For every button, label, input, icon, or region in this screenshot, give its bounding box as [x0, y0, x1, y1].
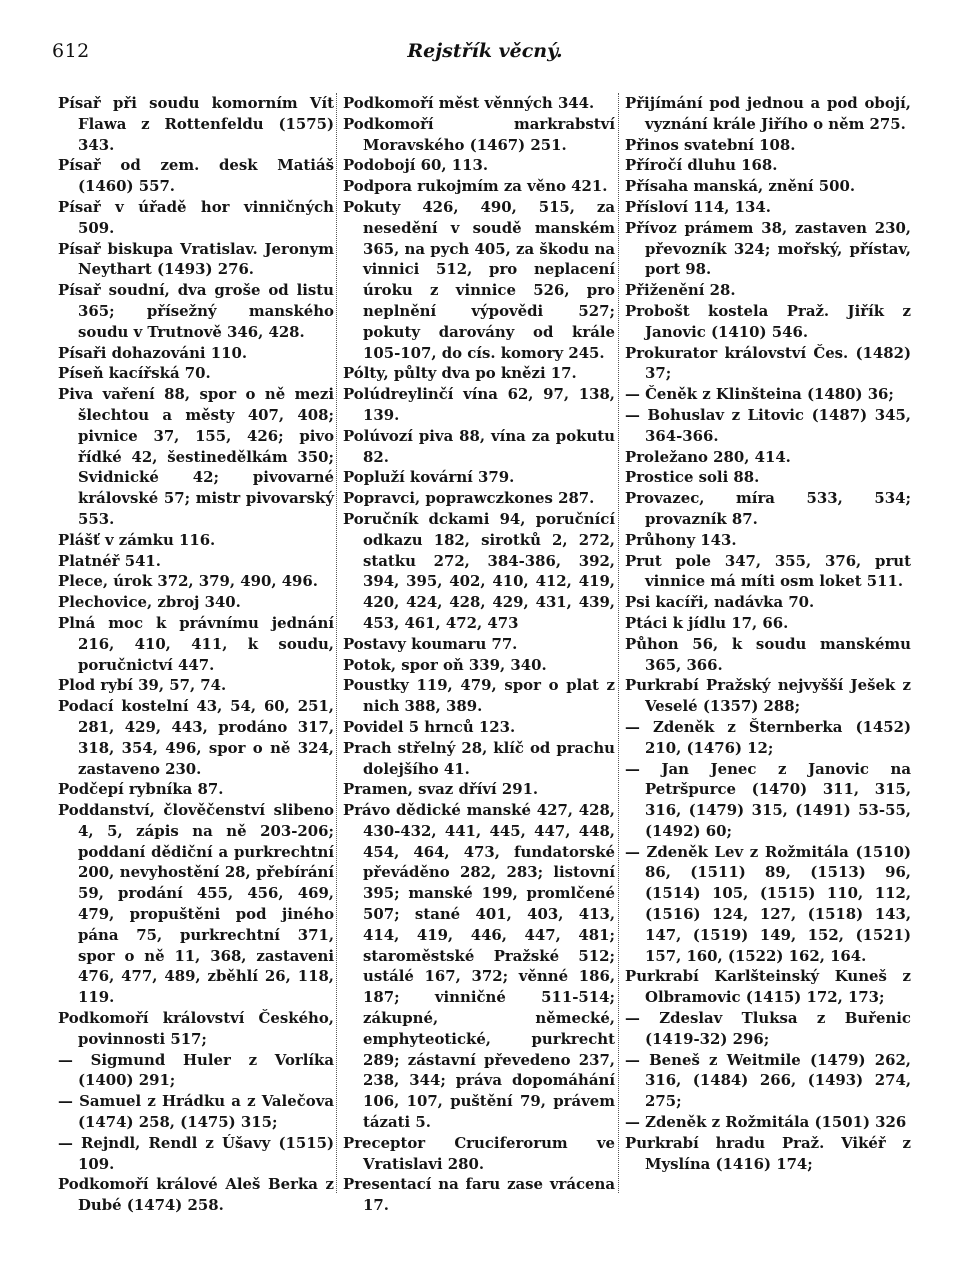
index-entry: Polúvozí piva 88, vína za pokutu 82.	[343, 426, 615, 466]
page-number: 612	[52, 40, 90, 62]
index-entry: Polúdreylinčí vína 62, 97, 138, 139.	[343, 385, 615, 424]
index-entry: Prach střelný 28, klíč od prachu dolejšího 41.	[343, 738, 615, 778]
index-entry: Plášť v zámku 116.	[58, 530, 216, 549]
index-entry: — Rejndl, Rendl z Úšavy (1515) 109.	[58, 1133, 334, 1173]
index-entry: — Zdeněk z Šternberka (1452) 210, (1476) 12;	[625, 717, 911, 757]
index-entry: Ptáci k jídlu 17, 66.	[625, 613, 789, 632]
index-entry: Povidel 5 hrnců 123.	[343, 717, 516, 736]
index-entry: Přiženění 28.	[625, 281, 736, 300]
column-divider	[618, 93, 619, 1193]
index-entry: Provazec, míra 533, 534; provazník 87.	[625, 489, 911, 528]
index-entry: — Sigmund Huler z Vorlíka (1400) 291;	[58, 1050, 334, 1090]
index-entry: Písař biskupa Vratislav. Jeronym Neythart (1493) 276.	[58, 239, 334, 279]
index-entry: Přijímání pod jednou a pod obojí, vyznání krále Jiřího o něm 275.	[625, 94, 911, 133]
index-entry: Poddanství, člověčenství slibeno 4, 5, zápis na ně 203-206; poddaní dědiční a purkrechtní 200, nevyhostění 28, přebírání 59, prodání 455, 456, 469, 479, propuštěni pod jiného pána 75, purkrechtní 371, spor o ně 11, 368, zastaveni 476, 477, 489, zběhlí 26, 118, 119.	[58, 801, 334, 1007]
index-entry: Plechovice, zbroj 340.	[58, 593, 241, 612]
index-entry: Podkomoří měst věnných 344.	[343, 94, 595, 112]
index-entry: Pokuty 426, 490, 515, za nesedění v soudě manském 365, na pych 405, za škodu na vinnici 512, pro neplacení úroku z vinnice 526, pro neplnění výpovědi 527; pokuty darovány od krále 105-107, do cís. komory 245.	[343, 197, 615, 362]
index-entry: — Beneš z Weitmile (1479) 262, 316, (1484) 266, (1493) 274, 275;	[625, 1050, 911, 1111]
index-entry: — Samuel z Hrádku a z Valečova (1474) 258, (1475) 315;	[58, 1092, 334, 1132]
index-entry: Přísloví 114, 134.	[625, 197, 771, 216]
index-entry: Prostice soli 88.	[625, 468, 760, 487]
index-entry: Podobojí 60, 113.	[343, 156, 489, 175]
index-entry: Piva vaření 88, spor o ně mezi šlechtou a městy 407, 408; pivnice 37, 155, 426; pivo řídké 42, šestinedělkám 350; Svidnické 42; pivovarné královské 57; mistr pivovarský 553.	[58, 385, 334, 528]
index-entry: — Čeněk z Klinšteina (1480) 36;	[625, 385, 894, 404]
index-entry: Prut pole 347, 355, 376, prut vinnice má míti osm loket 511.	[625, 551, 911, 591]
index-entry: Písař soudní, dva groše od listu 365; přísežný manského soudu v Trutnově 346, 428.	[58, 281, 334, 341]
index-entry: Přinos svatební 108.	[625, 135, 796, 154]
index-entry: Přívoz prámem 38, zastaven 230, převozník 324; mořský, přístav, port 98.	[625, 218, 911, 279]
index-entry: Podpora rukojmím za věno 421.	[343, 177, 608, 196]
index-column-1	[58, 93, 334, 1216]
index-entry: Plece, úrok 372, 379, 490, 496.	[58, 572, 318, 591]
index-entry: Preceptor Cruciferorum ve Vratislavi 280.	[343, 1133, 615, 1173]
index-entry: Probošt kostela Praž. Jiřík z Janovic (1410) 546.	[625, 301, 911, 341]
index-column-2	[343, 93, 615, 1216]
index-entry: Pramen, svaz dříví 291.	[343, 780, 539, 799]
index-entry: Poručník dckami 94, poručnící odkazu 182, sirotků 2, 272, statku 272, 384-386, 392, 394, 395, 402, 410, 412, 419, 420, 424, 428, 429, 431, 439, 453, 461, 472, 473	[343, 509, 615, 632]
column-divider	[336, 93, 337, 1193]
index-entry: Píseň kacířská 70.	[58, 364, 211, 383]
index-entry: Poustky 119, 479, spor o plat z nich 388, 389.	[343, 676, 615, 716]
running-title: Rejstřík věcný.	[407, 40, 563, 62]
index-entry: Prokurator království Čes. (1482) 37;	[625, 343, 911, 383]
index-columns	[52, 93, 918, 1243]
index-entry: Potok, spor oň 339, 340.	[343, 655, 547, 674]
index-entry: Přísaha manská, znění 500.	[625, 177, 856, 196]
index-entry: Příročí dluhu 168.	[625, 156, 778, 175]
index-entry: Pólty, půlty dva po knězi 17.	[343, 364, 577, 383]
index-entry: Popluží kovární 379.	[343, 468, 515, 487]
page-header	[52, 40, 918, 70]
index-entry: Presentací na faru zase vrácena 17.	[343, 1175, 615, 1215]
index-entry: Podkomoří králové Aleš Berka z Dubé (1474) 258.	[58, 1175, 334, 1215]
index-entry: Písař při soudu komorním Vít Flawa z Rottenfeldu (1575) 343.	[58, 94, 334, 154]
index-entry: Plná moc k právnímu jednání 216, 410, 411, k soudu, poručnictví 447.	[58, 613, 334, 674]
index-entry: Popravci, poprawczkones 287.	[343, 489, 595, 508]
index-entry: Plod rybí 39, 57, 74.	[58, 676, 227, 695]
index-entry: Psi kacíři, nadávka 70.	[625, 593, 815, 612]
index-entry: Podčepí rybníka 87.	[58, 780, 224, 799]
index-entry: — Bohuslav z Litovic (1487) 345, 364-366.	[625, 405, 911, 445]
index-entry: Purkrabí Pražský nejvyšší Ješek z Veselé (1357) 288;	[625, 676, 911, 716]
index-entry: Písař v úřadě hor vinničných 509.	[58, 197, 334, 237]
index-entry: — Zdeněk Lev z Rožmitála (1510) 86, (1511) 89, (1513) 96, (1514) 105, (1515) 110, 112, (1516) 124, 127, (1518) 143, 147, (1519) 149, 152, (1521) 157, 160, (1522) 162, 164.	[625, 842, 911, 965]
index-column-3	[625, 93, 911, 1174]
index-entry: Průhony 143.	[625, 530, 737, 549]
index-entry: — Zdeněk z Rožmitála (1501) 326	[625, 1113, 907, 1132]
index-entry: Postavy koumaru 77.	[343, 634, 518, 653]
index-entry: Purkrabí hradu Praž. Vikéř z Myslína (1416) 174;	[625, 1133, 911, 1173]
index-entry: Platnéř 541.	[58, 551, 161, 570]
index-entry: Purkrabí Karlšteinský Kuneš z Olbramovic (1415) 172, 173;	[625, 967, 911, 1007]
index-entry: — Jan Jenec z Janovic na Petršpurce (1470) 311, 315, 316, (1479) 315, (1491) 53-55, (1492) 60;	[625, 759, 911, 840]
index-entry: Písař od zem. desk Matiáš (1460) 557.	[58, 156, 334, 196]
index-entry: — Zdeslav Tluksa z Buřenic (1419-32) 296;	[625, 1009, 911, 1048]
index-entry: Podací kostelní 43, 54, 60, 251, 281, 429, 443, prodáno 317, 318, 354, 496, spor o ně 324, zastaveno 230.	[58, 697, 334, 778]
index-entry: Podkomoří království Českého, povinnosti 517;	[58, 1009, 334, 1048]
index-entry: Podkomoří markrabství Moravského (1467) 251.	[343, 114, 615, 154]
index-entry: Půhon 56, k soudu manskému 365, 366.	[625, 634, 911, 674]
index-entry: Proležano 280, 414.	[625, 447, 791, 466]
index-entry: Právo dědické manské 427, 428, 430-432, 441, 445, 447, 448, 454, 464, 473, fundatorské převáděno 282, 283; listovní 395; manské 199, promlčené 507; stané 401, 403, 413, 414, 419, 446, 447, 481; staroměstské Pražské 512; ustálé 167, 372; věnné 186, 187; vinničné 511-514; zákupné, německé, emphyteotické, purkrecht 289; zástavní převedeno 237, 238, 344; práva dopomáhání 106, 107, puštění 79, právem tázati 5.	[343, 801, 615, 1132]
index-entry: Písaři dohazováni 110.	[58, 343, 248, 362]
